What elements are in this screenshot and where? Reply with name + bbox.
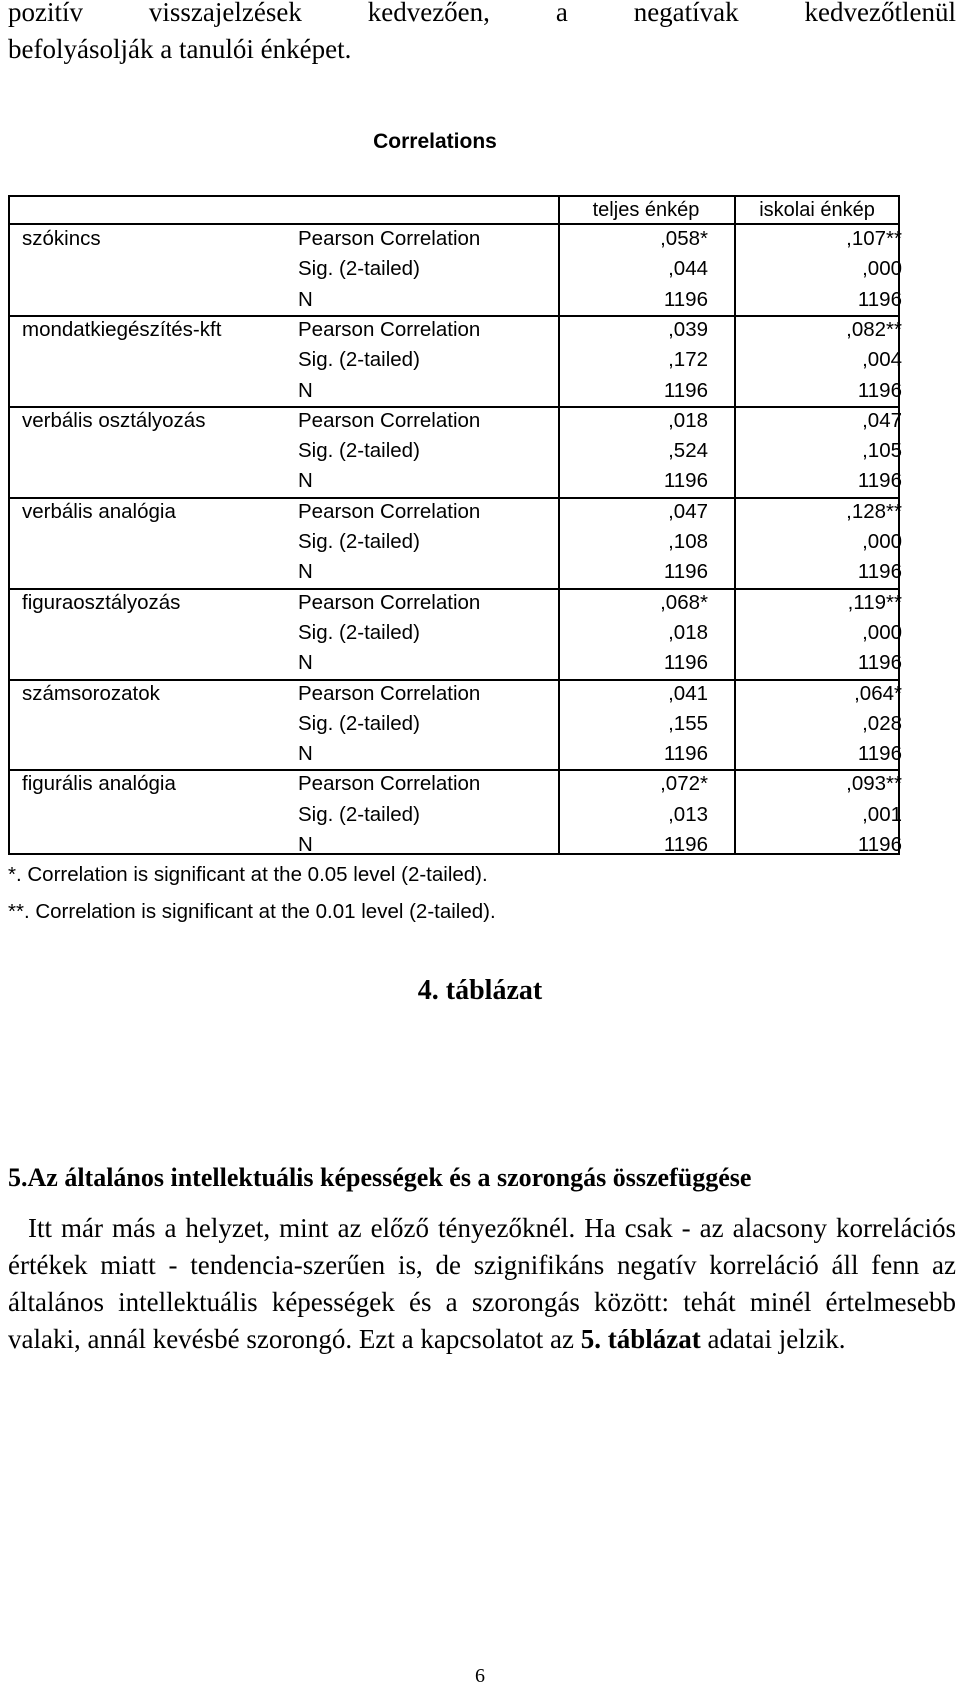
value-teljes-enkep: ,155 — [668, 711, 708, 735]
table-row — [10, 437, 902, 467]
value-teljes-enkep: 1196 — [663, 742, 708, 766]
value-teljes-enkep: ,044 — [668, 257, 708, 281]
value-teljes-enkep: ,039 — [668, 317, 708, 341]
value-iskolai-enkep: 1196 — [857, 560, 902, 584]
intro-line-1: pozitív visszajelzések kedvezően, a negatívak kedvezőtlenül — [8, 0, 956, 27]
intro-line-2: befolyásolják a tanulói énképet. — [8, 34, 352, 64]
footnote-single-star: *. Correlation is significant at the 0.05 level (2-tailed). — [8, 863, 488, 886]
value-iskolai-enkep: ,107** — [846, 227, 902, 250]
statistic-label: N — [298, 651, 313, 675]
statistic-label: N — [298, 742, 313, 766]
variable-name: számsorozatok — [22, 681, 160, 705]
statistic-label: Sig. (2-tailed) — [298, 711, 420, 735]
table-row — [10, 710, 902, 740]
table-row — [10, 255, 902, 285]
column-header-teljes-enkep: teljes énkép — [592, 199, 700, 221]
statistic-label: Pearson Correlation — [298, 681, 481, 705]
statistic-label: Sig. (2-tailed) — [298, 620, 420, 644]
value-teljes-enkep: ,108 — [668, 530, 708, 553]
statistic-label: Sig. (2-tailed) — [298, 530, 420, 553]
value-iskolai-enkep: 1196 — [857, 651, 902, 675]
paragraph-tail: adatai jelzik. — [707, 1324, 846, 1354]
value-teljes-enkep: ,072* — [660, 772, 708, 796]
value-teljes-enkep: ,047 — [668, 499, 708, 523]
value-teljes-enkep: ,013 — [668, 802, 708, 826]
table-row — [10, 316, 902, 346]
value-iskolai-enkep: ,001 — [862, 802, 902, 826]
statistic-label: N — [298, 833, 313, 856]
statistic-label: Pearson Correlation — [298, 590, 481, 614]
table-row — [10, 467, 902, 497]
statistic-label: Pearson Correlation — [298, 317, 481, 341]
table-row — [10, 286, 902, 316]
table-row — [10, 346, 902, 376]
table-row — [10, 649, 902, 679]
value-iskolai-enkep: 1196 — [857, 378, 902, 402]
statistic-label: N — [298, 287, 313, 311]
value-iskolai-enkep: ,000 — [862, 257, 902, 281]
table-row — [10, 558, 902, 588]
value-iskolai-enkep: ,028 — [862, 711, 902, 735]
value-teljes-enkep: ,018 — [668, 620, 708, 644]
table-row — [10, 589, 902, 619]
table-reference: 5. táblázat — [580, 1324, 701, 1354]
value-iskolai-enkep: 1196 — [857, 742, 902, 766]
value-iskolai-enkep: ,047 — [862, 408, 902, 432]
value-teljes-enkep: ,524 — [668, 439, 708, 463]
value-iskolai-enkep: ,064* — [854, 681, 902, 705]
value-iskolai-enkep: ,093** — [846, 772, 902, 796]
section-heading: 5.Az általános intellektuális képességek és a szorongás összefüggése — [8, 1163, 752, 1192]
statistic-label: Sig. (2-tailed) — [298, 439, 420, 463]
variable-name: verbális osztályozás — [22, 408, 206, 432]
table-row — [10, 770, 902, 800]
variable-name: szókincs — [22, 227, 101, 250]
table-row — [10, 740, 902, 770]
value-teljes-enkep: 1196 — [663, 651, 708, 675]
value-iskolai-enkep: ,000 — [862, 620, 902, 644]
table-row — [10, 680, 902, 710]
value-teljes-enkep: 1196 — [663, 287, 708, 311]
statistic-label: Pearson Correlation — [298, 227, 481, 250]
variable-name: figuraosztályozás — [22, 590, 181, 614]
table-row — [10, 225, 902, 255]
variable-name: mondatkiegészítés-kft — [22, 317, 222, 341]
value-iskolai-enkep: 1196 — [857, 469, 902, 493]
table-title: Correlations — [373, 130, 497, 153]
table-row — [10, 528, 902, 558]
value-teljes-enkep: ,018 — [668, 408, 708, 432]
table-row — [10, 377, 902, 407]
value-iskolai-enkep: ,082** — [846, 317, 902, 341]
statistic-label: N — [298, 378, 313, 402]
value-iskolai-enkep: ,128** — [846, 499, 902, 523]
table-caption: 4. táblázat — [417, 975, 543, 1006]
value-teljes-enkep: 1196 — [663, 378, 708, 402]
table-row — [10, 619, 902, 649]
statistic-label: N — [298, 560, 313, 584]
statistic-label: Pearson Correlation — [298, 499, 481, 523]
variable-name: verbális analógia — [22, 499, 176, 523]
value-iskolai-enkep: ,105 — [862, 439, 902, 463]
body-paragraph — [8, 1210, 956, 1358]
statistic-label: Pearson Correlation — [298, 772, 481, 796]
footnote-double-star: **. Correlation is significant at the 0.01 level (2-tailed). — [8, 900, 496, 923]
intro-text — [8, 0, 956, 68]
value-iskolai-enkep: 1196 — [857, 287, 902, 311]
value-iskolai-enkep: ,000 — [862, 530, 902, 553]
table-row — [10, 498, 902, 528]
column-header-iskolai-enkep: iskolai énkép — [759, 199, 875, 221]
value-iskolai-enkep: 1196 — [857, 833, 902, 856]
page-number: 6 — [475, 1665, 485, 1687]
table-row — [10, 831, 902, 861]
value-teljes-enkep: ,041 — [668, 681, 708, 705]
table-row — [10, 801, 902, 831]
correlations-table — [8, 195, 900, 855]
paragraph-text: Itt már más a helyzet, mint az előző tényezőknél. Ha csak - az alacsony korrelációs értékek miatt - tendencia-szerűen is, de szignifikáns negatív korreláció áll fenn az általános intellektuális képességek és a szorongás között: tehát minél értelmesebb valaki, annál kevésbé szorongó. Ezt a kapcsolatot az — [8, 1213, 956, 1354]
value-teljes-enkep: 1196 — [663, 560, 708, 584]
value-iskolai-enkep: ,004 — [862, 348, 902, 372]
value-teljes-enkep: ,172 — [668, 348, 708, 372]
statistic-label: Sig. (2-tailed) — [298, 802, 420, 826]
statistic-label: Sig. (2-tailed) — [298, 348, 420, 372]
value-teljes-enkep: ,058* — [660, 227, 708, 250]
statistic-label: N — [298, 469, 313, 493]
statistic-label: Sig. (2-tailed) — [298, 257, 420, 281]
value-teljes-enkep: ,068* — [660, 590, 708, 614]
table-row — [10, 407, 902, 437]
value-teljes-enkep: 1196 — [663, 833, 708, 856]
variable-name: figurális analógia — [22, 772, 176, 796]
statistic-label: Pearson Correlation — [298, 408, 481, 432]
value-teljes-enkep: 1196 — [663, 469, 708, 493]
value-iskolai-enkep: ,119** — [847, 590, 902, 614]
